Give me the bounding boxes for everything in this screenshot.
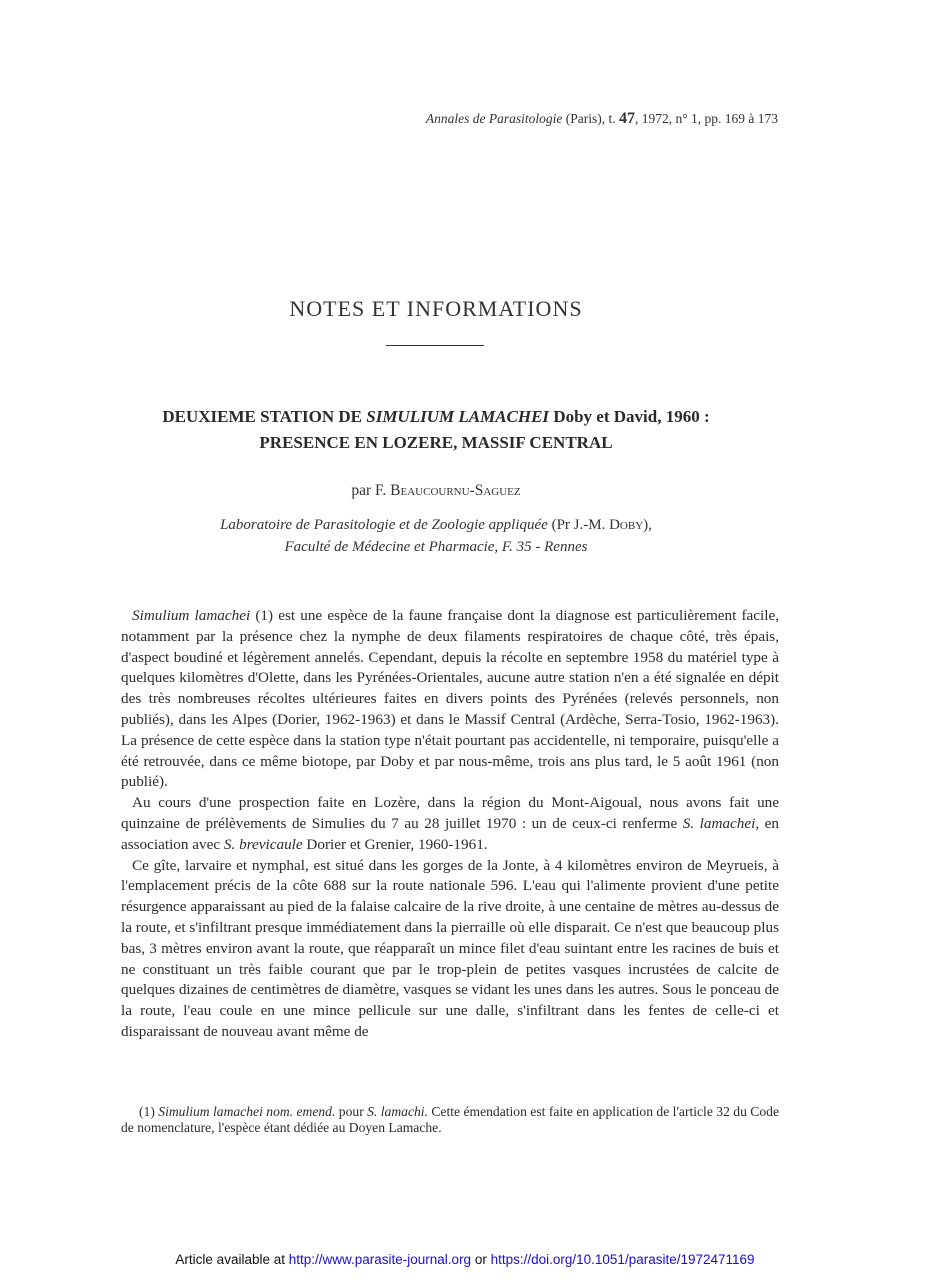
- species-name-lamachei: S. lamachei,: [682, 814, 760, 832]
- affiliation-director-name: Doby: [609, 517, 644, 533]
- availability-prefix: Article available at: [175, 1252, 289, 1267]
- title-part-2: Doby et David, 1960 :: [549, 407, 710, 426]
- affiliation-director: (Pr J.-M.: [547, 517, 610, 533]
- section-divider: [386, 345, 484, 346]
- footnote-1: [121, 1104, 779, 1136]
- article-body: [121, 606, 779, 1043]
- species-name-brevicaule: S. brevicaule: [223, 835, 303, 853]
- author-prefix: par F.: [351, 482, 391, 499]
- affiliation-line-1: [100, 514, 772, 536]
- species-name: Simulium lamachei: [132, 607, 251, 624]
- journal-volume: 47: [618, 110, 635, 127]
- footnote-species-emend: Simulium lamachei nom. emend.: [158, 1104, 336, 1119]
- affiliation-close: ),: [643, 517, 652, 533]
- article-title: [100, 404, 772, 456]
- footnote: [121, 1104, 779, 1136]
- availability-middle: or: [471, 1252, 491, 1267]
- affiliation-line-2: Faculté de Médecine et Pharmacie, F. 35 - Rennes: [284, 539, 588, 555]
- paragraph-1-text: (1) est une espèce de la faune française dont la diagnose est particulièrement facile, notamment par la présence chez la nymphe de deux filaments respiratoires de chaque côté, très épais, d'aspect boudiné et légèrement annelés. Cependant, depuis la récolte en septembre 1958 du matériel type à quelques kilomètres d'Olette, dans les Pyrénées-Orientales, aucune autre station n'en a été signalée en dépit des très nombreuses récoltes ultérieures faites en divers points des Pyrénées (relevés personnels, non publiés), dans les Alpes (Dorier, 1962-1963) et dans le Massif Central (Ardèche, Serra-Tosio, 1962-1963). La présence de cette espèce dans la station type n'était pourtant pas accidentelle, ni temporaire, puisqu'elle a été retrouvée, dans ce même biotope, par Doby et par nous-même, trois ans plus tard, le 5 août 1961 (non publié).: [121, 607, 779, 791]
- body-paragraph-1: [121, 606, 779, 793]
- footnote-text-b: Cette émendation est faite en application de l'article 32 du Code de nomenclature, l'espèce étant dédiée au Doyen Lamache.: [121, 1104, 779, 1135]
- journal-issue-pages: , 1972, n° 1, pp. 169 à 173: [634, 111, 778, 126]
- section-title: NOTES ET INFORMATIONS: [289, 296, 583, 321]
- title-part-1: DEUXIEME STATION DE: [162, 407, 367, 426]
- journal-reference: [200, 110, 778, 128]
- paragraph-2-text-c: Dorier et Grenier, 1960-1961.: [302, 835, 488, 853]
- journal-link[interactable]: http://www.parasite-journal.org: [288, 1252, 472, 1267]
- journal-city-label: (Paris), t.: [562, 111, 619, 126]
- article-title-line-1: [100, 404, 772, 430]
- footnote-species-old: S. lamachi.: [367, 1104, 428, 1119]
- affiliation-lab: Laboratoire de Parasitologie et de Zoologie appliquée: [220, 517, 548, 533]
- footnote-text-a: pour: [335, 1104, 368, 1119]
- paragraph-2-text-b: en association avec: [121, 814, 780, 853]
- article-title-line-2: PRESENCE EN LOZERE, MASSIF CENTRAL: [259, 433, 613, 452]
- body-paragraph-2: [121, 793, 779, 855]
- title-species: SIMULIUM LAMACHEI: [366, 407, 550, 426]
- paragraph-2-text-a: Au cours d'une prospection faite en Lozère, dans la région du Mont-Aigoual, nous avons fait une quinzaine de prélèvements de Simulies du 7 au 28 juillet 1970 : un de ceux-ci renferme: [121, 794, 779, 832]
- journal-name: Annales de Parasitologie: [425, 111, 563, 126]
- affiliation: [100, 514, 772, 558]
- author-line: [0, 482, 872, 500]
- availability-line: [0, 1252, 930, 1267]
- author-name: Beaucournu-Saguez: [390, 482, 521, 499]
- footnote-number: (1): [139, 1104, 159, 1119]
- doi-link[interactable]: https://doi.org/10.1051/parasite/1972471169: [490, 1252, 755, 1267]
- body-paragraph-3: Ce gîte, larvaire et nymphal, est situé dans les gorges de la Jonte, à 4 kilomètres environ de Meyrueis, à l'emplacement précis de la côte 688 sur la route nationale 596. L'eau qui l'alimente provient d'une petite résurgence apparaissant au pied de la falaise calcaire de la rive droite, à une centaine de mètres au-dessus de la route, et s'infiltrant presque immédiatement dans la pierraille où elle disparait. Ce n'est que beaucoup plus bas, 3 mètres environ avant la route, que réapparaît un mince filet d'eau suintant entre les racines de buis et ne constituant un très faible courant que par le trop-plein de petites vasques incrustées de calcite de quelques dizaines de centimètres de diamètre, vasques se vidant les unes dans les autres. Sous le ponceau de la route, l'eau coule en une mince pellicule sur une dalle, s'infiltrant dans les fentes de celle-ci et disparaissant de nouveau avant même de: [121, 856, 779, 1040]
